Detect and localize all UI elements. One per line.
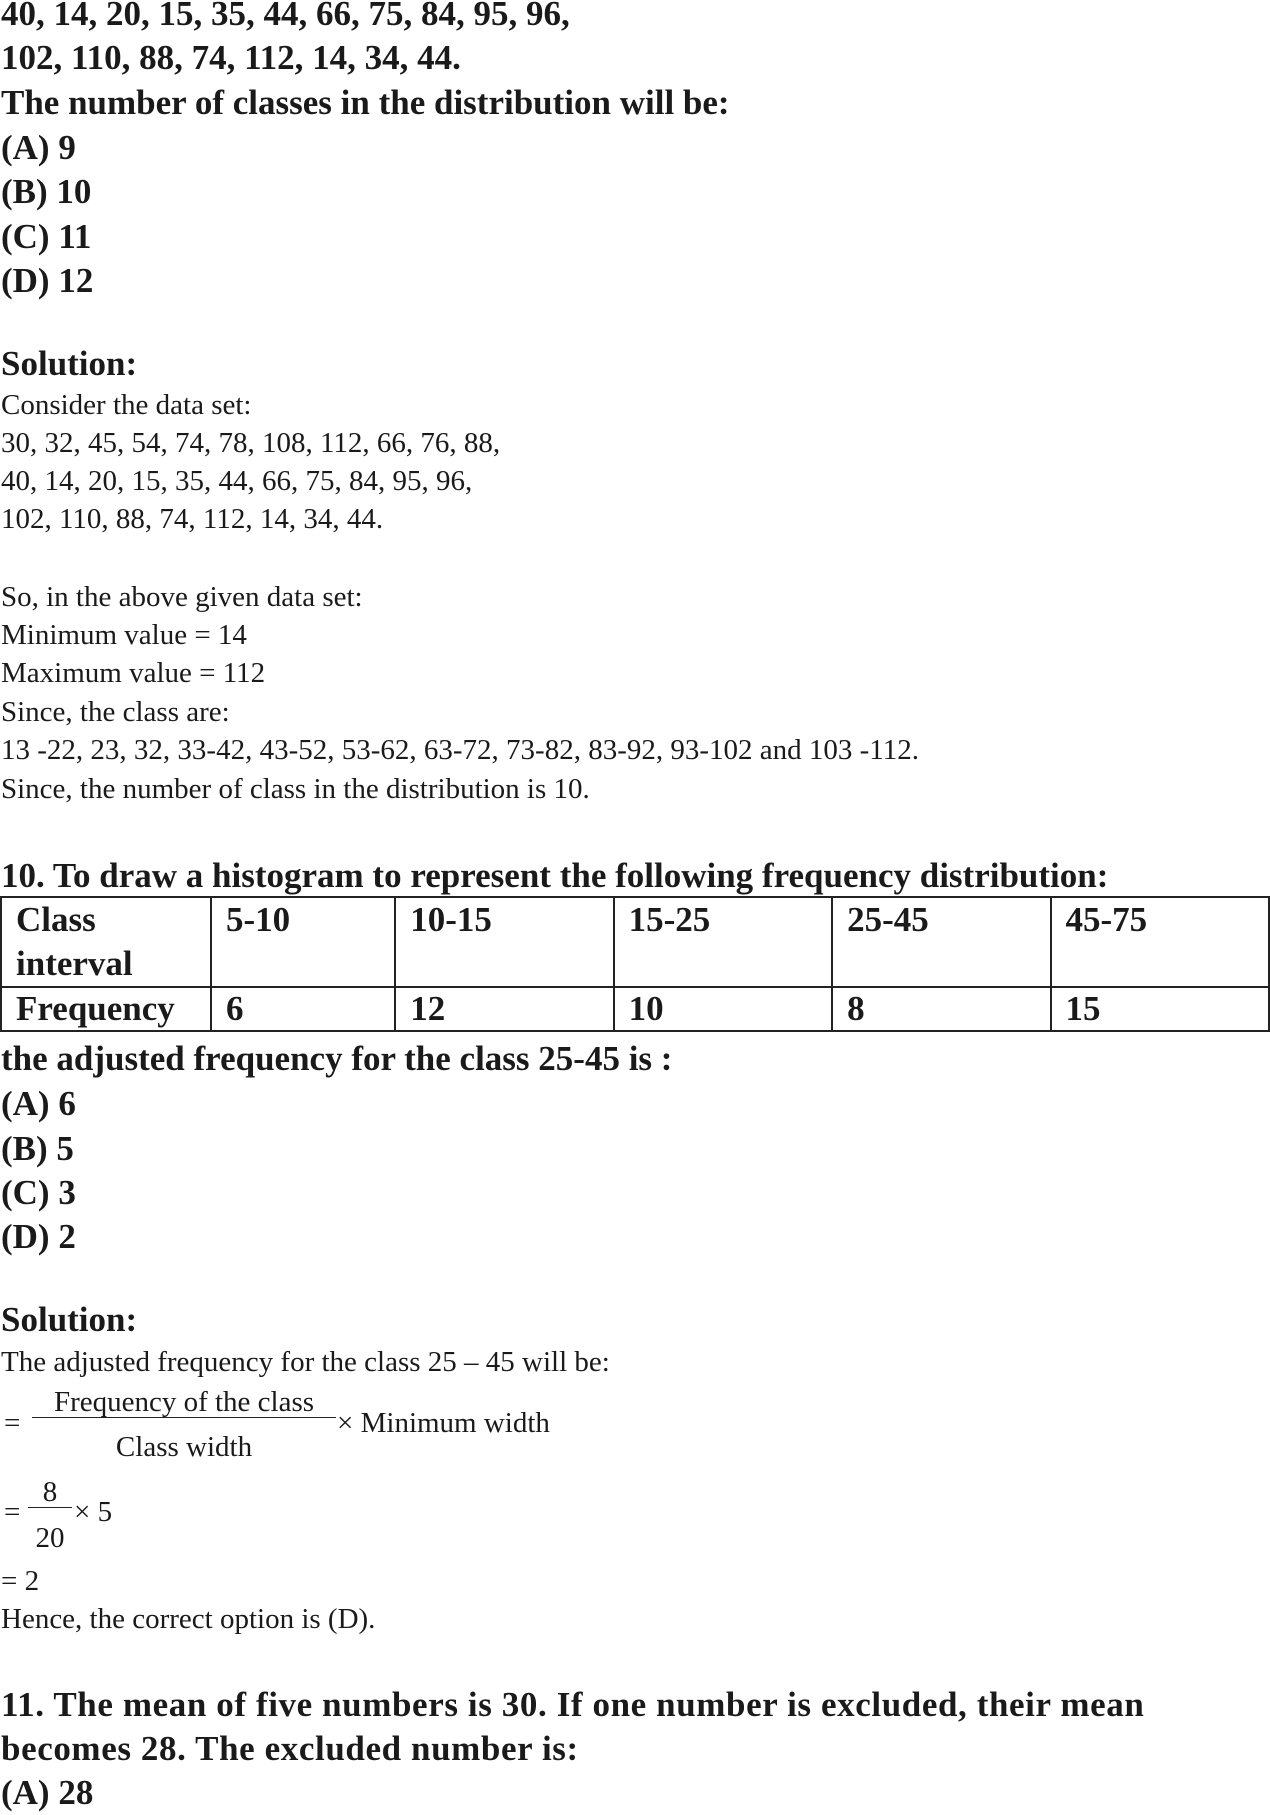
equals-sign: =: [4, 1407, 21, 1439]
table-cell: 15: [1051, 987, 1269, 1031]
solution-line: Maximum value = 112: [1, 657, 266, 689]
q11-option-a: (A) 28: [1, 1773, 94, 1812]
table-cell: 15-25: [614, 897, 832, 987]
numerator: Frequency of the class: [32, 1387, 336, 1418]
table-cell: 5-10: [211, 897, 395, 987]
solution-line: Since, the class are:: [1, 696, 230, 728]
q10-question: 10. To draw a histogram to represent the following frequency distribution:: [1, 856, 1109, 895]
denominator: Class width: [115, 1431, 253, 1463]
q10-option-d: (D) 2: [1, 1217, 76, 1256]
frequency-table: [0, 896, 1270, 1032]
solution-line: Minimum value = 14: [1, 619, 247, 651]
q9-option-a: (A) 9: [1, 128, 76, 167]
row-header: Class interval: [1, 897, 211, 987]
q9-solution-heading: Solution:: [1, 344, 138, 383]
table-row: [1, 897, 1269, 987]
table-cell: 25-45: [832, 897, 1050, 987]
q11-question: becomes 28. The excluded number is:: [1, 1729, 579, 1768]
q9-data-line: 40, 14, 20, 15, 35, 44, 66, 75, 84, 95, 96,: [1, 0, 570, 33]
q10-solution-heading: Solution:: [1, 1300, 138, 1339]
solution-line: 40, 14, 20, 15, 35, 44, 66, 75, 84, 95, 96,: [1, 465, 473, 497]
solution-line: The adjusted frequency for the class 25 – 45 will be:: [1, 1346, 610, 1378]
q9-data-line: 102, 110, 88, 74, 112, 14, 34, 44.: [1, 38, 461, 77]
q11-question: 11. The mean of five numbers is 30. If one number is excluded, their mean: [1, 1685, 1145, 1724]
numerator: 8: [28, 1477, 72, 1508]
multiplier: × 5: [74, 1496, 113, 1528]
table-cell: 6: [211, 987, 395, 1031]
table-cell: 10-15: [395, 897, 613, 987]
q9-option-d: (D) 12: [1, 261, 94, 300]
equals-sign: =: [4, 1496, 21, 1528]
table-cell: 12: [395, 987, 613, 1031]
solution-line: 30, 32, 45, 54, 74, 78, 108, 112, 66, 76, 88,: [1, 427, 501, 459]
row-header: Frequency: [1, 987, 211, 1031]
denominator: 20: [35, 1522, 65, 1554]
result-line: = 2: [1, 1565, 40, 1597]
table-cell: 10: [614, 987, 832, 1031]
table-row: [1, 987, 1269, 1031]
q9-option-c: (C) 11: [1, 217, 92, 256]
solution-line: So, in the above given data set:: [1, 581, 363, 613]
solution-line: 13 -22, 23, 32, 33-42, 43-52, 53-62, 63-72, 73-82, 83-92, 93-102 and 103 -112.: [1, 734, 919, 766]
solution-line: Consider the data set:: [1, 389, 252, 421]
table-cell: 8: [832, 987, 1050, 1031]
q10-option-b: (B) 5: [1, 1129, 74, 1168]
q9-option-b: (B) 10: [1, 172, 92, 211]
solution-line: Since, the number of class in the distribution is 10.: [1, 773, 590, 805]
q10-option-a: (A) 6: [1, 1084, 76, 1123]
multiplier: × Minimum width: [337, 1407, 550, 1439]
q10-question-tail: the adjusted frequency for the class 25-45 is :: [1, 1039, 673, 1078]
q10-option-c: (C) 3: [1, 1173, 76, 1212]
solution-line: 102, 110, 88, 74, 112, 14, 34, 44.: [1, 503, 384, 535]
q9-question: The number of classes in the distribution will be:: [1, 83, 730, 122]
conclusion-line: Hence, the correct option is (D).: [1, 1603, 376, 1635]
table-cell: 45-75: [1051, 897, 1269, 987]
